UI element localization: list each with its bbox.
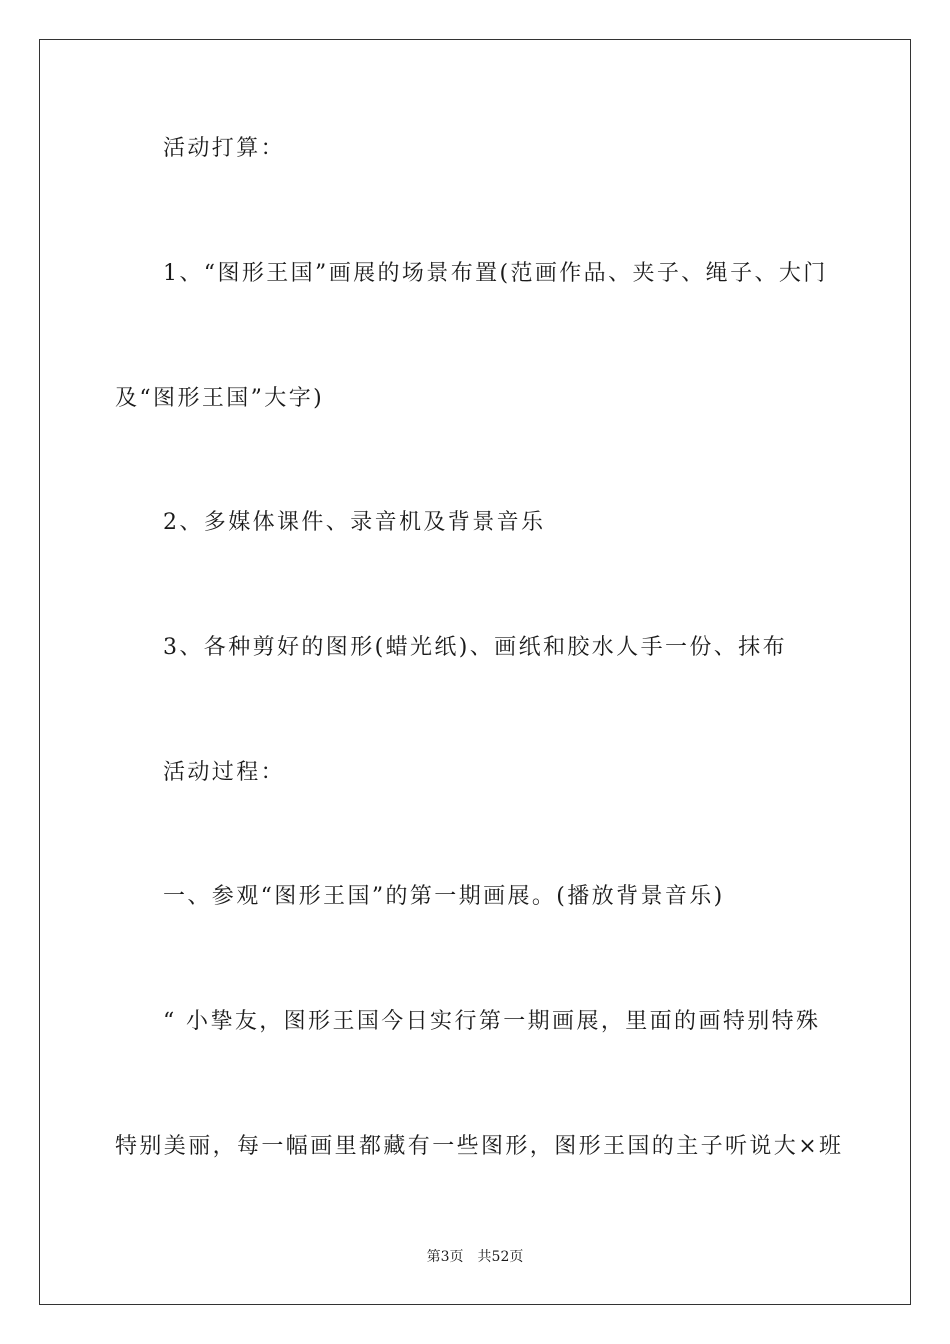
paragraph-7: “ 小挚友，图形王国今日实行第一期画展，里面的画特别特殊: [163, 1009, 821, 1034]
page-footer: [0, 1246, 950, 1266]
paragraph-4: 3、各种剪好的图形(蜡光纸)、画纸和胶水人手一份、抹布: [163, 635, 787, 660]
total-pages-label: 共52页: [477, 1249, 524, 1265]
current-page-label: 第3页: [426, 1249, 464, 1265]
page-border: [39, 39, 911, 1305]
paragraph-7-continued: 特别美丽，每一幅画里都藏有一些图形，图形王国的主子听说大×班: [115, 1134, 844, 1159]
paragraph-5: 活动过程：: [163, 760, 286, 785]
paragraph-3: 2、多媒体课件、录音机及背景音乐: [163, 510, 546, 535]
paragraph-1: 活动打算：: [163, 136, 286, 161]
paragraph-2-continued: 及“图形王国”大字): [115, 386, 325, 411]
paragraph-2: 1、“图形王国”画展的场景布置(范画作品、夹子、绳子、大门: [163, 261, 828, 286]
paragraph-6: 一、参观“图形王国”的第一期画展。(播放背景音乐): [163, 884, 725, 909]
